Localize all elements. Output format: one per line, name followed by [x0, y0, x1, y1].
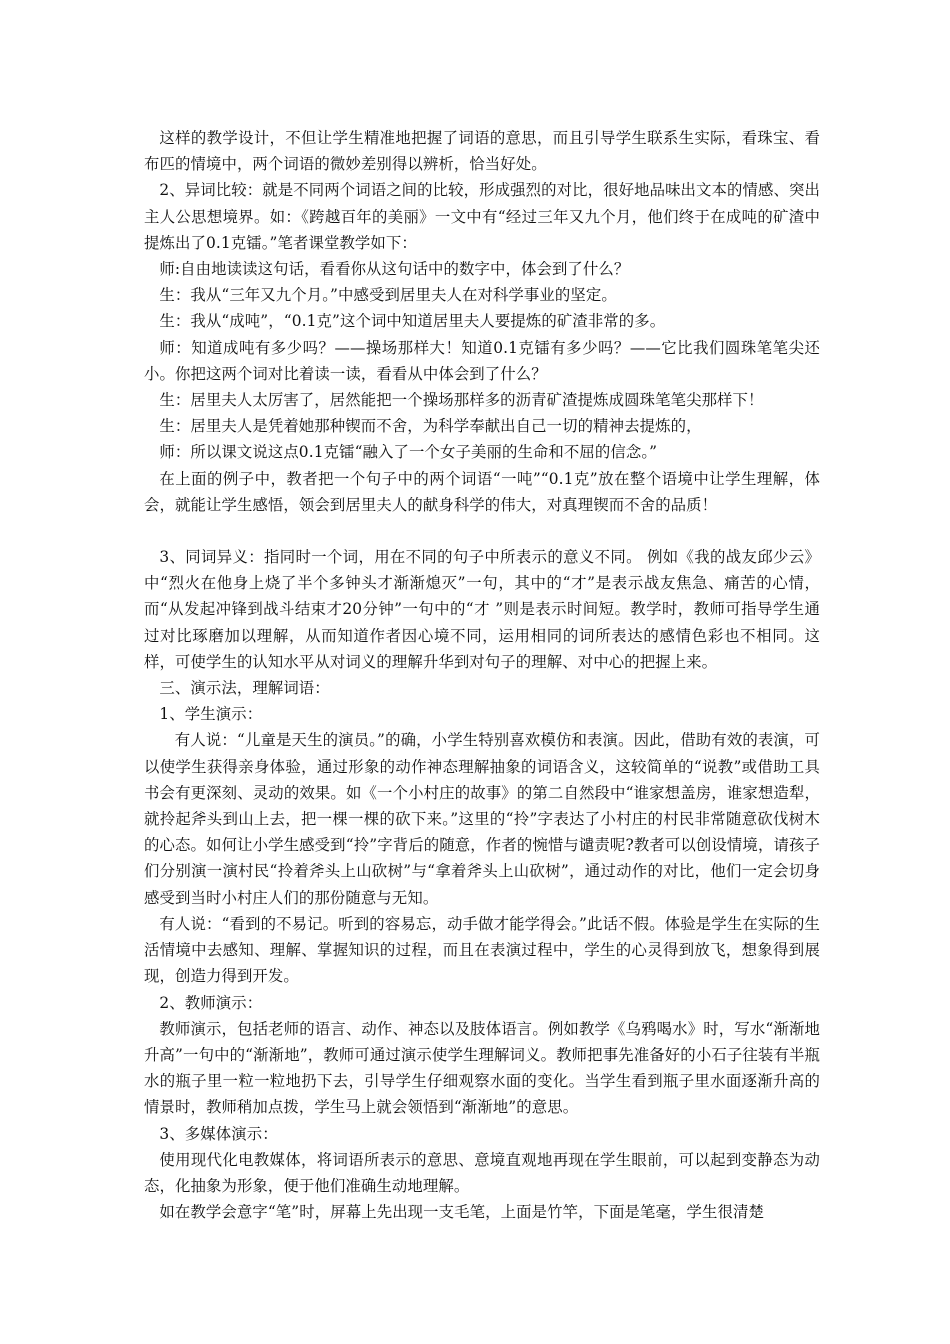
- paragraph: 在上面的例子中，教者把一个句子中的两个词语“一吨”“0.1克”放在整个语境中让学生理解，体会，就能让学生感悟，领会到居里夫人的献身科学的伟大，对真理锲而不舍的品质！: [144, 469, 820, 514]
- section-heading: 三、演示法，理解词语：: [159, 679, 330, 698]
- subsection-heading: 1、学生演示：: [159, 705, 263, 724]
- document-body: [144, 125, 820, 1225]
- paragraph: 师:自由地读读这句话，看看你从这句话中的数字中，体会到了什么？: [159, 260, 630, 279]
- paragraph: 师：所以课文说这点0.1克镭“融入了一个女子美丽的生命和不屈的信念。”: [159, 443, 658, 462]
- paragraph: 使用现代化电教媒体，将词语所表示的意思、意境直观地再现在学生眼前，可以起到变静态为动态，化抽象为形象，便于他们准确生动地理解。: [144, 1150, 820, 1195]
- paragraph: 这样的教学设计，不但让学生精准地把握了词语的意思，而且引导学生联系生实际，看珠宝、看布匹的情境中，两个词语的微妙差别得以辨析，恰当好处。: [144, 129, 820, 174]
- paragraph: 生：居里夫人太厉害了，居然能把一个操场那样多的沥青矿渣提炼成圆珠笔笔尖那样下！: [159, 391, 764, 410]
- paragraph: 生：居里夫人是凭着她那种锲而不舍，为科学奉献出自己一切的精神去提炼的，: [159, 417, 702, 436]
- paragraph: 教师演示，包括老师的语言、动作、神态以及肢体语言。例如教学《乌鸦喝水》时，写水“渐渐地升高”一句中的“渐渐地”，教师可通过演示使学生理解词义。教师把事先准备好的小石子往装有半瓶水的瓶子里一粒一粒地扔下去，引导学生仔细观察水面的变化。当学生看到瓶子里水面逐渐升高的情景时，教师稍加点拨，学生马上就会领悟到“渐渐地”的意思。: [144, 1019, 820, 1117]
- paragraph: 有人说：“儿童是天生的演员。”的确，小学生特别喜欢模仿和表演。因此，借助有效的表演，可以使学生获得亲身体验，通过形象的动作神态理解抽象的词语含义，这较简单的“说教”或借助工具书会有更深刻、灵动的效果。如《一个小村庄的故事》的第二自然段中“谁家想盖房，谁家想造犁，就拎起斧头到山上去，把一棵一棵的砍下来。”这里的“拎”字表达了小村庄的村民非常随意砍伐树木的心态。如何让小学生感受到“拎”字背后的随意，作者的惋惜与谴责呢?教者可以创设情境，请孩子们分别演一演村民“拎着斧头上山砍树”与“拿着斧头上山砍树”，通过动作的对比，他们一定会切身感受到当时小村庄人们的那份随意与无知。: [144, 731, 820, 907]
- paragraph: 3、同词异义：指同时一个词，用在不同的句子中所表示的意义不同。 例如《我的战友邱少云》中“烈火在他身上烧了半个多钟头才渐渐熄灭”一句，其中的“才”是表示战友焦急、痛苦的心情，而“从发起冲锋到战斗结束才20分钟”一句中的“才 ”则是表示时间短。教学时，教师可指导学生通过对比琢磨加以理解，从而知道作者因心境不同，运用相同的词所表达的感情色彩也不相同。这样，可使学生的认知水平从对词义的理解升华到对句子的理解、对中心的把握上来。: [144, 548, 820, 671]
- paragraph: 2、异词比较：就是不同两个词语之间的比较，形成强烈的对比，很好地品味出文本的情感、突出主人公思想境界。如：《跨越百年的美丽》一文中有“经过三年又九个月，他们终于在成吨的矿渣中提炼出了0.1克镭。”笔者课堂教学如下：: [144, 181, 820, 252]
- paragraph: 如在教学会意字“笔”时，屏幕上先出现一支毛笔，上面是竹竿，下面是笔毫，学生很清楚: [159, 1203, 764, 1222]
- subsection-heading: 3、多媒体演示：: [159, 1124, 278, 1143]
- subsection-heading: 2、教师演示：: [159, 993, 263, 1012]
- paragraph: 生：我从“三年又九个月。”中感受到居里夫人在对科学事业的坚定。: [159, 286, 617, 305]
- paragraph: 师：知道成吨有多少吗？——操场那样大！知道0.1克镭有多少吗？——它比我们圆珠笔笔尖还小。你把这两个词对比着读一读，看看从中体会到了什么？: [144, 338, 820, 383]
- paragraph: 生：我从“成吨”，“0.1克”这个词中知道居里夫人要提炼的矿渣非常的多。: [159, 312, 666, 331]
- paragraph: 有人说：“看到的不易记。听到的容易忘，动手做才能学得会。”此话不假。体验是学生在实际的生活情境中去感知、理解、掌握知识的过程，而且在表演过程中，学生的心灵得到放飞，想象得到展现，创造力得到开发。: [144, 914, 820, 986]
- blank-line: [144, 518, 820, 544]
